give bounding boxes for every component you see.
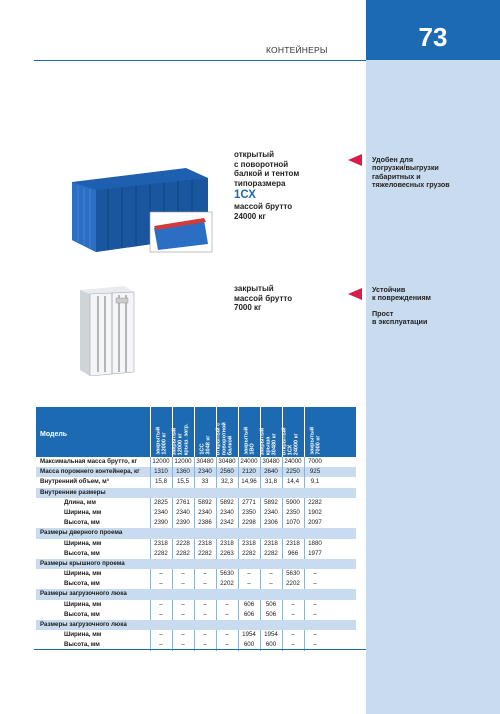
table-cell: – [291, 631, 295, 639]
table-cell: – [269, 580, 273, 588]
table-cell: – [313, 600, 317, 608]
table-cell: – [313, 631, 317, 639]
table-cell: 2097 [308, 519, 322, 527]
table-cell: – [159, 580, 163, 588]
feature-line: габаритных и [372, 171, 421, 181]
table-row [36, 539, 356, 549]
product1-line: типоразмера [234, 178, 286, 188]
feature-line: Прост [372, 309, 394, 318]
table-row [36, 518, 356, 528]
product1-code: 1СХ [234, 189, 256, 202]
table-cell: – [247, 570, 251, 578]
table-cell: 2263 [220, 549, 234, 557]
feature-line: тяжеловесных грузов [372, 180, 450, 190]
table-cell: 1902 [308, 508, 322, 516]
table-cell: 2202 [220, 580, 234, 588]
row-label: Ширина, мм [64, 539, 102, 547]
table-cell: 606 [243, 610, 255, 618]
column-header-label: закрытый 12000 кг крыш. загр. [171, 423, 189, 455]
column-header-label: закрытый 7000 кг [308, 427, 321, 455]
table-row [36, 579, 356, 589]
table-cell: 2390 [176, 519, 190, 527]
table-row [36, 600, 356, 610]
table-cell: – [269, 570, 273, 578]
model-header: Модель [40, 431, 68, 438]
table-cell: – [225, 600, 229, 608]
row-label: Высота, мм [64, 580, 100, 588]
table-cell: 2202 [286, 580, 300, 588]
table-cell: – [159, 570, 163, 578]
row-label: Высота, мм [64, 519, 100, 527]
table-cell: 606 [243, 600, 255, 608]
table-section-row [36, 528, 356, 538]
table-cell: – [181, 631, 185, 639]
table-cell: 2340 [176, 508, 190, 516]
blue-open-top-container-photo [68, 160, 216, 260]
table-cell: – [203, 600, 207, 608]
row-label: Длина, мм [64, 498, 96, 506]
feature-line: к повреждениям [372, 293, 431, 303]
table-cell: 15,5 [176, 478, 190, 486]
table-cell: 2771 [242, 498, 256, 506]
table-row [36, 508, 356, 518]
section-label: КОНТЕЙНЕРЫ [266, 45, 328, 55]
feature-line: Устойчив [372, 285, 406, 294]
table-cell: – [291, 600, 295, 608]
column-header [194, 407, 216, 457]
table-cell: 600 [265, 641, 277, 649]
table-cell: 2342 [220, 519, 234, 527]
table-cell: 2340 [198, 508, 212, 516]
table-cell: 600 [243, 641, 255, 649]
table-row [36, 457, 356, 467]
column-header [216, 407, 238, 457]
table-cell: 5630 [220, 570, 234, 578]
row-label: Размеры дверного проема [40, 529, 123, 537]
product1-line: балкой и тентом [234, 169, 300, 179]
table-row [36, 630, 356, 640]
table-row [36, 549, 356, 559]
table-cell: 5630 [286, 570, 300, 578]
table-cell: 5900 [286, 498, 300, 506]
table-cell: 12000 [174, 458, 192, 465]
table-cell: 2340 [154, 508, 168, 516]
table-cell: 1360 [176, 468, 190, 476]
table-cell: – [225, 631, 229, 639]
table-cell: 2120 [242, 468, 256, 476]
column-header-label: закрытый 1ВО [242, 427, 255, 455]
row-label: Высота, мм [64, 610, 100, 618]
table-cell: 24000 [240, 458, 258, 465]
feature-line: Удобен для [372, 155, 414, 164]
table-cell: – [181, 600, 185, 608]
product2-line: закрытый [234, 284, 274, 293]
table-cell: 2825 [154, 498, 168, 506]
table-cell: – [159, 641, 163, 649]
column-header [282, 407, 304, 457]
table-cell: 30480 [196, 458, 214, 465]
table-cell: 15,8 [154, 478, 168, 486]
table-cell: 966 [287, 549, 299, 557]
table-cell: 2282 [198, 549, 212, 557]
table-cell: 2340 [264, 508, 278, 516]
table-cell: – [247, 580, 251, 588]
table-cell: 2560 [220, 468, 234, 476]
column-header-label: 1СС 3048 кг [198, 435, 211, 455]
table-cell: 506 [265, 610, 277, 618]
table-cell: 1954 [242, 631, 256, 639]
table-cell: 14,96 [241, 478, 257, 486]
table-cell: – [181, 610, 185, 618]
table-cell: 2350 [286, 508, 300, 516]
table-cell: 32,3 [220, 478, 234, 486]
row-label: Ширина, мм [64, 508, 102, 516]
table-cell: 2250 [286, 468, 300, 476]
table-cell: – [181, 580, 185, 588]
table-cell: 9,1 [310, 478, 320, 486]
column-header [304, 407, 326, 457]
table-cell: 1880 [308, 539, 322, 547]
table-cell: – [181, 641, 185, 649]
bottom-rule [34, 649, 366, 650]
table-cell: 5892 [198, 498, 212, 506]
table-cell: 2761 [176, 498, 190, 506]
column-header-label: закрытый крыша 30480 кг [259, 427, 277, 455]
table-cell: 31,8 [264, 478, 278, 486]
table-header [36, 407, 356, 457]
table-cell: 1310 [154, 468, 168, 476]
table-cell: 5892 [220, 498, 234, 506]
row-label: Ширина, мм [64, 600, 102, 608]
table-cell: 30480 [262, 458, 280, 465]
table-cell: 2228 [176, 539, 190, 547]
table-cell: 2282 [154, 549, 168, 557]
page-number: 73 [418, 22, 448, 52]
table-cell: 30480 [218, 458, 236, 465]
row-label: Размеры загрузочного люка [40, 621, 127, 628]
table-cell: – [203, 580, 207, 588]
table-cell: 14,4 [286, 478, 300, 486]
header-rule [34, 60, 366, 61]
table-cell: – [159, 600, 163, 608]
table-section-row [36, 488, 356, 498]
row-label: Внутренние размеры [40, 488, 106, 496]
table-cell: – [291, 641, 295, 649]
table-cell: – [203, 641, 207, 649]
table-cell: – [313, 570, 317, 578]
row-label: Размеры загрузочного люка [40, 590, 127, 598]
table-cell: 2282 [176, 549, 190, 557]
specs-table [36, 407, 356, 651]
table-cell: – [313, 641, 317, 649]
feature-line: погрузки/выгрузки [372, 163, 439, 173]
table-cell: – [203, 570, 207, 578]
table-cell: – [313, 580, 317, 588]
row-label: Высота, мм [64, 641, 100, 649]
product1-line: открытый [234, 150, 274, 159]
row-label: Ширина, мм [64, 631, 102, 639]
column-header-label: открытый 1СХ 24000 кг [281, 427, 299, 455]
feature-2 [372, 286, 431, 303]
table-cell: – [225, 610, 229, 618]
column-header [150, 407, 172, 457]
table-cell: 2318 [154, 539, 168, 547]
table-cell: 33 [201, 478, 209, 486]
table-cell: 2318 [242, 539, 256, 547]
table-cell: 2306 [264, 519, 278, 527]
table-cell: – [203, 631, 207, 639]
feature-1 [372, 156, 450, 190]
table-cell: 1954 [264, 631, 278, 639]
table-cell: 925 [309, 468, 321, 476]
column-header [172, 407, 194, 457]
table-cell: 1977 [308, 549, 322, 557]
table-cell: – [203, 610, 207, 618]
table-row [36, 498, 356, 508]
product1-mass-line: 24000 кг [234, 211, 266, 221]
table-cell: – [225, 641, 229, 649]
row-label: Внутренний объем, м³ [40, 478, 109, 486]
product1-description [234, 150, 299, 222]
row-label: Ширина, мм [64, 570, 102, 578]
table-section-row [36, 620, 356, 630]
product2-line: 7000 кг [234, 303, 262, 313]
row-label: Максимальная масса брутто, кг [40, 458, 138, 465]
table-cell: – [159, 631, 163, 639]
table-cell: 5892 [264, 498, 278, 506]
red-arrow-icon [348, 288, 362, 300]
table-body [36, 457, 356, 651]
row-label: Размеры крышного проема [40, 559, 125, 567]
white-closed-container-photo [78, 284, 136, 376]
table-cell: 2340 [220, 508, 234, 516]
table-cell: 24000 [284, 458, 302, 465]
table-cell: 2282 [308, 498, 322, 506]
table-cell: 2318 [220, 539, 234, 547]
table-cell: 2390 [154, 519, 168, 527]
table-cell: 7000 [308, 458, 322, 465]
table-cell: – [313, 610, 317, 618]
row-label: Высота, мм [64, 549, 100, 557]
table-cell: 506 [265, 600, 277, 608]
feature-line: в эксплуатации [372, 317, 428, 327]
table-row [36, 610, 356, 620]
column-header-label: закрытый 12000 кг [154, 427, 167, 455]
table-row [36, 477, 356, 487]
table-cell: 1070 [286, 519, 300, 527]
column-header [238, 407, 260, 457]
table-row [36, 569, 356, 579]
table-cell: 2298 [242, 519, 256, 527]
right-sidebar [366, 0, 500, 714]
feature-3 [372, 310, 427, 327]
table-cell: 2282 [242, 549, 256, 557]
table-cell: 12000 [152, 458, 170, 465]
product2-line: массой брутто [234, 293, 293, 303]
table-cell: 2340 [198, 468, 212, 476]
table-cell: 2318 [286, 539, 300, 547]
column-header [260, 407, 282, 457]
table-section-row [36, 559, 356, 569]
page-number-box [366, 0, 500, 60]
table-cell: 2318 [264, 539, 278, 547]
table-cell: – [181, 570, 185, 578]
table-row [36, 467, 356, 477]
red-arrow-icon [348, 154, 362, 166]
table-cell: 2350 [242, 508, 256, 516]
product1-line: с поворотной [234, 159, 289, 169]
table-cell: – [291, 610, 295, 618]
column-header-label: открытый с поворотной балкой [215, 421, 233, 455]
table-cell: 2318 [198, 539, 212, 547]
product2-description [234, 284, 292, 313]
table-cell: 2282 [264, 549, 278, 557]
row-label: Масса порожнего контейнера, кг [40, 468, 140, 476]
table-cell: 2386 [198, 519, 212, 527]
table-cell: 2640 [264, 468, 278, 476]
product1-mass-line: массой брутто [234, 202, 293, 212]
table-cell: – [159, 610, 163, 618]
table-section-row [36, 589, 356, 599]
